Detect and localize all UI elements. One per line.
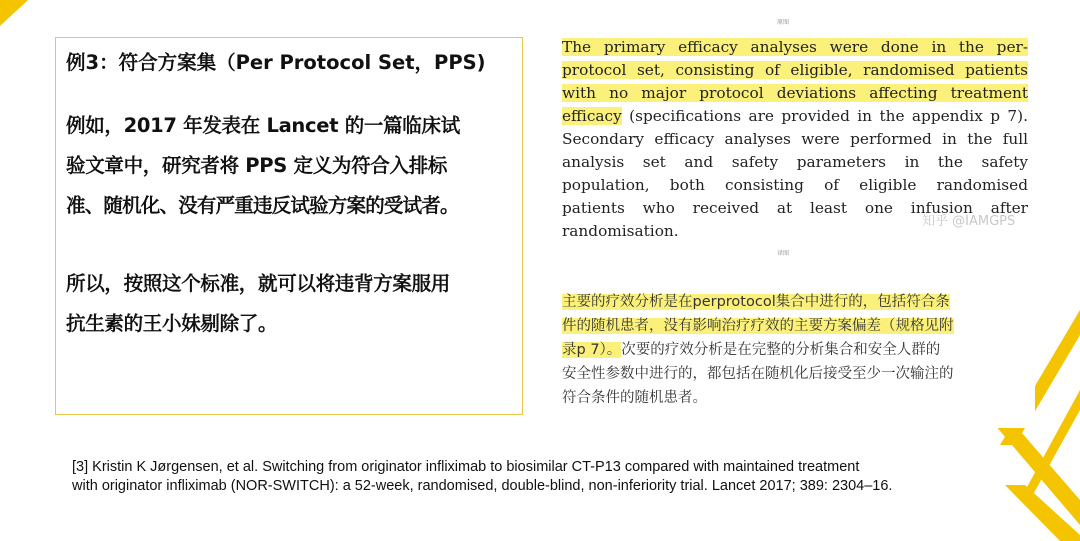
excerpt-line: randomisation. (562, 222, 679, 240)
excerpt-line: 次要的疗效分析是在完整的分析集合和安全人群的 (621, 342, 941, 358)
example-panel (55, 37, 523, 415)
reference-line: [3] Kristin K Jørgensen, et al. Switching from originator infliximab to biosimilar CT-P13 compared with maintained treatment (72, 459, 860, 475)
corner-triangle-top-left (0, 0, 30, 30)
highlighted-line: protocol set, consisting of eligible, randomised patients (562, 61, 1028, 79)
reference-line: with originator infliximab (NOR-SWITCH): a 52-week, randomised, double-blind, non-inferiority trial. Lancet 2017; 389: 2304–16. (72, 478, 893, 494)
english-excerpt-image (545, 14, 1035, 239)
excerpt-line: patients who received at least one infusion after (562, 199, 1028, 217)
paragraph-line: 验文章中，研究者将 PPS 定义为符合入排标 (66, 154, 448, 177)
highlighted-line: with no major protocol deviations affecting treatment (562, 84, 1028, 102)
example-paragraph-1 (66, 106, 512, 226)
paragraph-line: 所以，按照这个标准，就可以将违背方案服用 (66, 272, 451, 295)
highlighted-line: 主要的疗效分析是在perprotocol集合中进行的，包括符合条 (562, 294, 950, 310)
highlighted-line: efficacy (562, 107, 622, 125)
watermark: 知乎 @IAMGPS (922, 214, 1016, 229)
paragraph-line: 准、随机化、没有严重违反试验方案的受试者。 (66, 194, 459, 217)
excerpt-line: (specifications are provided in the appendix p 7). (621, 107, 1028, 125)
highlighted-line: The primary efficacy analyses were done in the per- (562, 38, 1028, 56)
excerpt-line: population, both consisting of eligible randomised (562, 176, 1028, 194)
excerpt-line: Secondary efficacy analyses were performed in the full (562, 130, 1028, 148)
example-heading: 例3：符合方案集（Per Protocol Set，PPS) (66, 51, 486, 74)
paragraph-line: 例如，2017 年发表在 Lancet 的一篇临床试 (66, 114, 460, 137)
excerpt-line: 符合条件的随机患者。 (562, 390, 707, 406)
chinese-excerpt-text (562, 290, 1032, 410)
highlighted-line: 录p 7）。 (562, 342, 622, 358)
excerpt-line: analysis set and safety parameters in the safety (562, 153, 1028, 171)
reference-citation (72, 458, 1042, 496)
translation-label: 译图 (777, 250, 790, 257)
chinese-excerpt-image (545, 248, 1035, 428)
highlighted-line: 件的随机患者，没有影响治疗疗效的主要方案偏差（规格见附 (562, 318, 954, 334)
excerpt-line: 安全性参数中进行的，都包括在随机化后接受至少一次输注的 (562, 366, 954, 382)
paragraph-line: 抗生素的王小妹剔除了。 (66, 312, 278, 335)
original-label: 原图 (777, 19, 790, 26)
example-paragraph-2 (66, 264, 512, 344)
